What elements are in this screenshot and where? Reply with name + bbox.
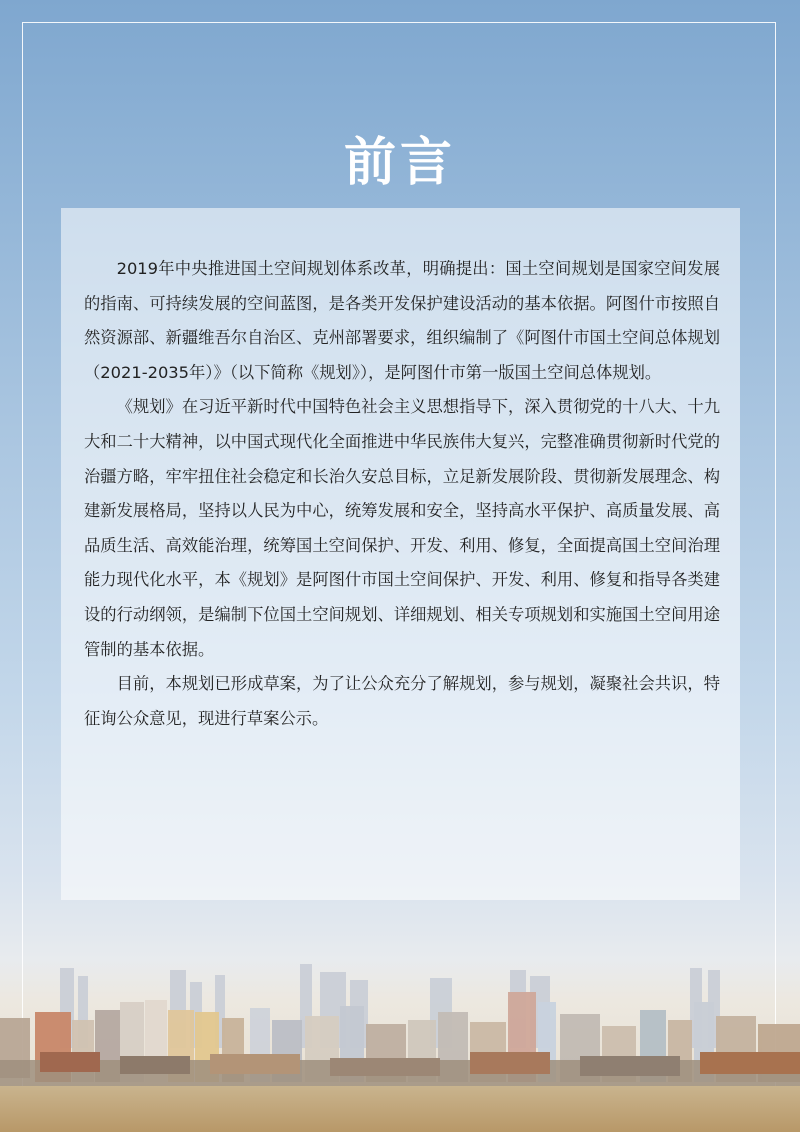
preface-body bbox=[84, 252, 720, 736]
page-title: 前言 bbox=[343, 133, 456, 193]
city-skyline-image bbox=[0, 940, 800, 1132]
paragraph-3: 目前，本规划已形成草案，为了让公众充分了解规划，参与规划，凝聚社会共识，特征询公众意见，现进行草案公示。 bbox=[84, 674, 720, 728]
paragraph-1: 2019年中央推进国土空间规划体系改革，明确提出：国土空间规划是国家空间发展的指南、可持续发展的空间蓝图，是各类开发保护建设活动的基本依据。阿图什市按照自然资源部、新疆维吾尔自治区、克州部署要求，组织编制了《阿图什市国土空间总体规划（2021-2035年）》（以下简称《规划》），是阿图什市第一版国土空间总体规划。 bbox=[84, 259, 720, 382]
paragraph-2: 《规划》在习近平新时代中国特色社会主义思想指导下，深入贯彻党的十八大、十九大和二十大精神，以中国式现代化全面推进中华民族伟大复兴，完整准确贯彻新时代党的治疆方略，牢牢扭住社会稳定和长治久安总目标，立足新发展阶段、贯彻新发展理念、构建新发展格局，坚持以人民为中心，统筹发展和安全，坚持高水平保护、高质量发展、高品质生活、高效能治理，统筹国土空间保护、开发、利用、修复，全面提高国土空间治理能力现代化水平，本《规划》是阿图什市国土空间保护、开发、利用、修复和指导各类建设的行动纲领，是编制下位国土空间规划、详细规划、相关专项规划和实施国土空间用途管制的基本依据。 bbox=[84, 397, 720, 659]
